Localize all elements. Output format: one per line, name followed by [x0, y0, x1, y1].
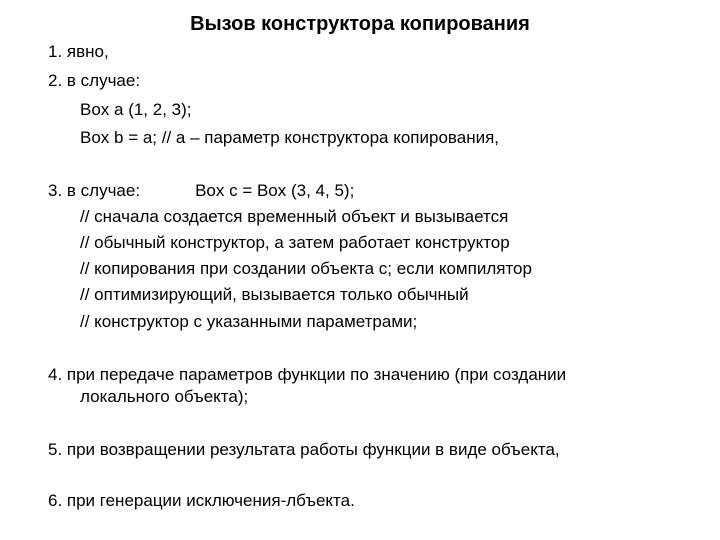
- item-3-comment-3: // копирования при создании объекта с; если компилятор: [80, 259, 532, 278]
- item-4-line-1: 4. при передаче параметров функции по значению (при создании: [48, 365, 567, 384]
- item-2-code-1: Box a (1, 2, 3);: [80, 100, 192, 119]
- item-3: [48, 180, 354, 202]
- item-1: 1. явно,: [48, 42, 109, 61]
- item-3-label: 3. в случае:: [48, 181, 141, 200]
- item-3-comment-2: // обычный конструктор, а затем работает конструктор: [80, 233, 510, 252]
- item-2: 2. в случае:: [48, 71, 141, 90]
- item-3-comment-4: // оптимизирующий, вызывается только обычный: [80, 285, 469, 304]
- slide-title: Вызов конструктора копирования: [190, 13, 530, 35]
- item-5: 5. при возвращении результата работы функции в виде объекта,: [48, 440, 560, 459]
- item-4-line-2: локального объекта);: [80, 387, 249, 406]
- item-2-code-2: Box b = a; // a – параметр конструктора копирования,: [80, 128, 500, 147]
- item-6: 6. при генерации исключения-лбъекта.: [48, 491, 355, 510]
- item-3-comment-5: // конструктор с указанными параметрами;: [80, 312, 418, 331]
- item-3-code: Box c = Box (3, 4, 5);: [195, 181, 355, 200]
- item-3-comment-1: // сначала создается временный объект и вызывается: [80, 207, 509, 226]
